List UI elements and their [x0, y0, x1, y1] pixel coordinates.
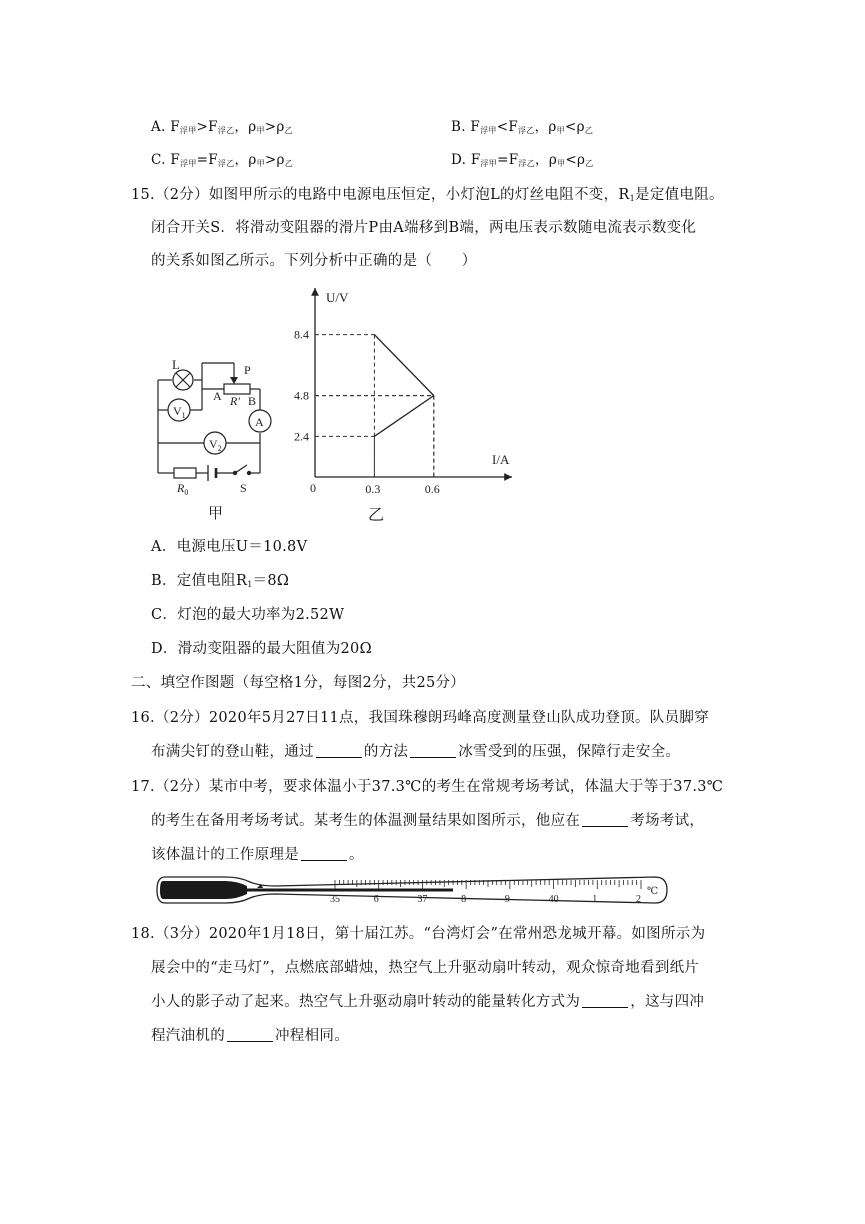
thermometer-image — [155, 872, 670, 908]
text: 的方法 — [363, 744, 409, 760]
text: 冲程相同。 — [275, 1028, 349, 1044]
thermometer-label: 35 — [330, 894, 340, 905]
force-subscript: 浮乙 — [217, 126, 235, 135]
u-i-chart — [290, 280, 535, 530]
thermometer-label: 1 — [592, 894, 598, 905]
q18-line-1: 18.（3分）2020年1月18日，第十届江苏。“台湾灯会”在常州恐龙城开幕。如图所示为 — [131, 926, 706, 942]
subscript: 1 — [247, 580, 253, 589]
comparison: < — [565, 152, 577, 168]
switch-icon — [233, 465, 250, 475]
q15-line-1 — [131, 183, 724, 204]
density-symbol: ，ρ — [234, 152, 257, 168]
force-symbol: F — [170, 119, 180, 135]
circuit-caption: 甲 — [208, 506, 224, 522]
text: 该体温计的工作原理是 — [151, 847, 299, 863]
label-end-a: A — [213, 389, 222, 403]
resistor-subscript: 0 — [184, 488, 189, 497]
text: 程汽油机的 — [151, 1028, 225, 1044]
circuit-diagram — [150, 355, 280, 525]
text: B．定值电阻R — [151, 573, 248, 589]
density-subscript: 甲 — [557, 159, 566, 168]
meter-letter: V — [173, 404, 182, 418]
resistor-letter: R — [177, 481, 185, 495]
density-symbol: ρ — [577, 152, 586, 168]
text: 小人的影子动了起来。热空气上升驱动扇叶转动的能量转化方式为 — [151, 994, 581, 1010]
q16-line-2 — [151, 740, 680, 761]
option-label: D. — [451, 152, 467, 168]
q14-option-a — [151, 115, 293, 136]
thermometer-label: 40 — [548, 894, 559, 905]
answer-blank[interactable] — [227, 1027, 273, 1042]
meter-subscript: 1 — [181, 411, 186, 420]
q18-line-3 — [151, 990, 704, 1011]
q15-option-b — [151, 569, 289, 590]
answer-blank[interactable] — [316, 743, 362, 758]
lamp-icon — [173, 370, 193, 390]
q14-option-b — [451, 115, 593, 136]
force-symbol: F — [508, 119, 518, 135]
density-subscript: 乙 — [284, 126, 293, 135]
force-symbol: F — [208, 152, 218, 168]
x-axis-label: I/A — [492, 452, 510, 467]
text: 是定值电阻。 — [635, 187, 724, 203]
force-symbol: F — [208, 119, 218, 135]
comparison: > — [196, 119, 209, 135]
density-subscript: 乙 — [584, 126, 594, 135]
thermometer-label: 37 — [417, 894, 428, 905]
label-r0 — [176, 481, 188, 497]
density-subscript: 甲 — [256, 159, 265, 168]
thermometer-label: 8 — [461, 894, 467, 905]
density-subscript: 甲 — [556, 126, 565, 135]
chart-caption: 乙 — [368, 507, 385, 524]
answer-blank[interactable] — [582, 993, 628, 1008]
force-subscript: 浮甲 — [480, 159, 498, 168]
q17-line-1: 17.（2分）某市中考，要求体温小于37.3℃的考生在常规考场考试，体温大于等于37.3℃ — [131, 779, 724, 795]
text: 15.（2分）如图甲所示的电路中电源电压恒定，小灯泡L的灯丝电阻不变，R — [131, 187, 630, 203]
density-subscript: 甲 — [256, 126, 265, 135]
comparison: < — [564, 119, 577, 135]
q15-option-c: C．灯泡的最大功率为2.52W — [151, 607, 345, 623]
label-slider-p: P — [244, 363, 251, 377]
text: 布满尖钉的登山鞋，通过 — [151, 744, 314, 760]
force-subscript: 浮乙 — [518, 159, 536, 168]
q18-line-2: 展会中的“走马灯”，点燃底部蜡烛，热空气上升驱动扇叶转动，观众惊奇地看到纸片 — [151, 960, 700, 976]
thermometer-label: 2 — [636, 894, 641, 905]
label-ammeter: A — [255, 415, 264, 429]
thermometer-label: 9 — [504, 894, 510, 905]
density-symbol: ρ — [576, 119, 585, 135]
q17-line-3 — [151, 843, 364, 864]
series-line-2 — [374, 396, 433, 437]
force-symbol: F — [470, 152, 481, 168]
q16-line-1: 16.（2分）2020年5月27日11点，我国珠穆朗玛峰高度测量登山队成功登顶。队员脚穿 — [131, 710, 710, 726]
force-subscript: 浮甲 — [480, 126, 497, 135]
force-subscript: 浮甲 — [179, 126, 197, 135]
force-symbol: F — [470, 119, 481, 135]
meter-subscript: 2 — [217, 444, 222, 453]
text: 。 — [349, 847, 364, 863]
text: 冰雪受到的压强，保障行走安全。 — [458, 744, 681, 760]
q15-line-2: 闭合开关S．将滑动变阻器的滑片P由A端移到B端，两电压表示数随电流表示数变化 — [151, 220, 697, 236]
comparison: > — [264, 119, 277, 135]
thermometer-label: 6 — [373, 894, 379, 905]
text: 的考生在备用考场考试。某考生的体温测量结果如图所示，他应在 — [151, 813, 581, 829]
thermometer-unit: ℃ — [647, 886, 659, 897]
rheostat-icon — [224, 384, 250, 394]
force-subscript: 浮乙 — [217, 159, 235, 168]
answer-blank[interactable] — [582, 812, 628, 827]
q14-option-c — [151, 148, 293, 169]
section-2-heading: 二、填空作图题（每空格1分，每图2分，共25分） — [131, 675, 466, 691]
x-tick-label: 0.6 — [424, 482, 440, 496]
q15-option-d: D．滑动变阻器的最大阻值为20Ω — [151, 641, 372, 657]
comparison: > — [264, 152, 277, 168]
density-symbol: ，ρ — [534, 119, 557, 135]
q15-option-a: A．电源电压U＝10.8V — [151, 539, 308, 555]
y-tick-label: 4.8 — [294, 388, 309, 403]
text: 考场考试， — [630, 813, 705, 829]
resistor-r0-icon — [174, 468, 196, 478]
comparison: < — [496, 119, 509, 135]
y-axis-label: U/V — [326, 290, 349, 305]
comparison: = — [497, 152, 509, 168]
y-tick-label: 2.4 — [294, 429, 309, 444]
density-symbol: ρ — [276, 152, 285, 168]
meter-letter: V — [209, 437, 218, 451]
density-symbol: ，ρ — [234, 119, 257, 135]
q17-line-2 — [151, 809, 704, 830]
option-label: C. — [151, 152, 166, 168]
label-rheostat: R′ — [230, 394, 240, 408]
y-tick-label: 8.4 — [294, 327, 309, 342]
label-switch: S — [240, 481, 247, 495]
force-subscript: 浮乙 — [517, 126, 535, 135]
force-symbol: F — [170, 152, 181, 168]
origin-label: 0 — [310, 481, 316, 495]
subscript: 1 — [629, 194, 636, 203]
force-symbol: F — [508, 152, 519, 168]
option-label: B. — [451, 119, 466, 135]
answer-blank[interactable] — [301, 846, 347, 861]
density-subscript: 乙 — [585, 159, 594, 168]
comparison: = — [196, 152, 209, 168]
label-lamp: L — [172, 357, 180, 372]
x-tick-label: 0.3 — [365, 482, 381, 496]
battery-icon — [208, 465, 216, 481]
option-label: A. — [151, 119, 166, 135]
q18-line-4 — [151, 1024, 349, 1045]
density-subscript: 乙 — [284, 159, 294, 168]
q15-line-3: 的关系如图乙所示。下列分析中正确的是（ ） — [151, 253, 477, 269]
answer-blank[interactable] — [410, 743, 456, 758]
force-subscript: 浮甲 — [180, 159, 197, 168]
text: ，这与四冲 — [630, 994, 705, 1010]
q14-option-d — [451, 148, 594, 169]
density-symbol: ρ — [276, 119, 285, 135]
text: ＝8Ω — [252, 573, 290, 589]
density-symbol: ，ρ — [535, 152, 558, 168]
slider-arrow-icon — [230, 377, 238, 384]
series-line-1 — [374, 335, 433, 396]
mercury-bulb — [160, 881, 247, 899]
label-end-b: B — [248, 394, 257, 408]
